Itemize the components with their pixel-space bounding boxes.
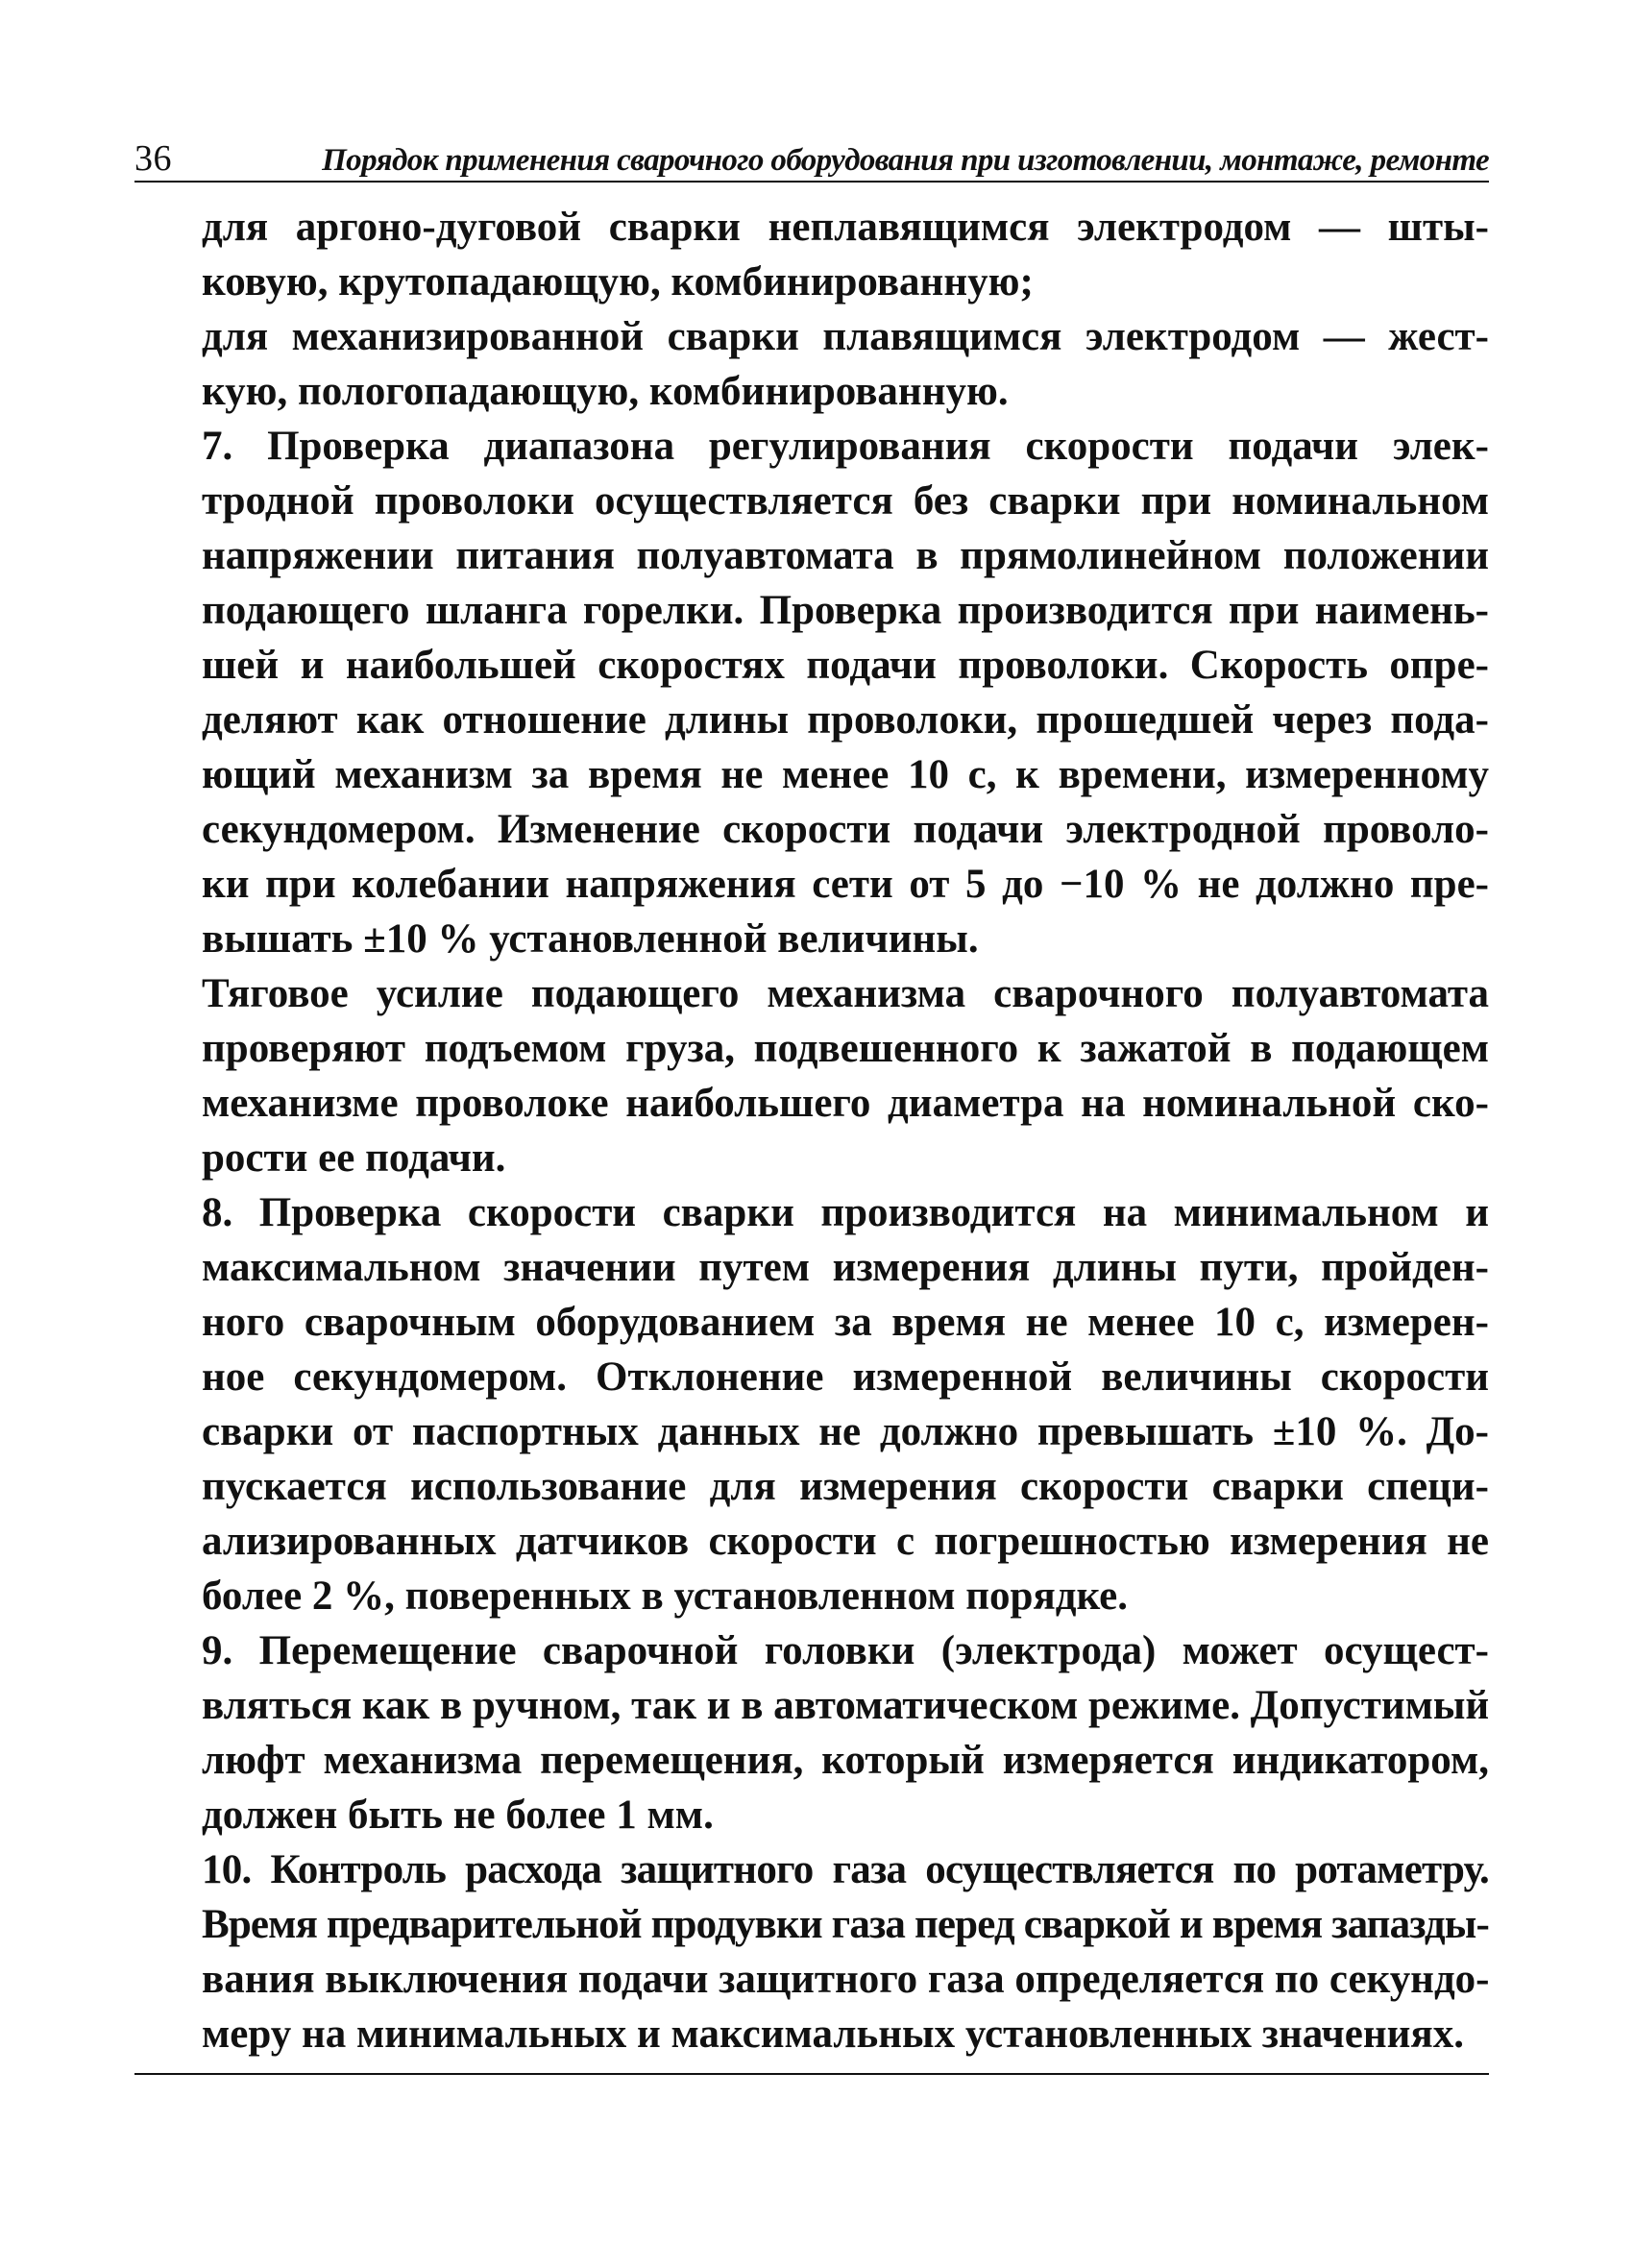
text-line: ки при колебании напряжения сети от 5 до −10 % не должно пре- [202, 862, 1489, 907]
text-line: меру на минимальных и максимальных установленных значениях. [202, 2012, 1464, 2057]
text-line: Время предварительной продувки газа перед сваркой и время запазды- [202, 1902, 1489, 1947]
text-line: ковую, крутопадающую, комбинированную; [202, 259, 1034, 305]
text-line: кую, пологопадающую, комбинированную. [202, 369, 1009, 414]
text-line: для механизированной сварки плавящимся электродом — жест- [202, 314, 1489, 359]
text-line: шей и наибольшей скоростях подачи проволоки. Скорость опре- [202, 643, 1489, 688]
text-line: механизме проволоке наибольшего диаметра на номинальной ско- [202, 1081, 1489, 1126]
text-line: максимальном значении путем измерения длины пути, пройден- [202, 1245, 1489, 1290]
text-line: тродной проволоки осуществляется без сварки при номинальном [202, 478, 1489, 524]
text-line: секундомером. Изменение скорости подачи электродной проволо- [202, 807, 1489, 852]
text-line: ющий механизм за время не менее 10 с, к времени, измеренному [202, 752, 1489, 797]
paragraph-item-7 [134, 419, 1489, 966]
text-line: должен быть не более 1 мм. [202, 1792, 714, 1838]
text-line: вания выключения подачи защитного газа определяется по секундо- [202, 1957, 1490, 2002]
text-line: пускается использование для измерения скорости сварки специ- [202, 1464, 1489, 1509]
running-title: Порядок применения сварочного оборудования при изготовлении, монтаже, ремонте [322, 143, 1489, 178]
text-line: ного сварочным оборудованием за время не менее 10 с, измерен- [202, 1300, 1489, 1345]
text-line: 9. Перемещение сварочной головки (электрода) может осущест- [202, 1628, 1489, 1673]
text-line: вляться как в ручном, так и в автоматическом режиме. Допустимый [202, 1683, 1490, 1728]
text-line: ализированных датчиков скорости с погрешностью измерения не [202, 1519, 1489, 1564]
text-line: 8. Проверка скорости сварки производится на минимальном и [202, 1190, 1489, 1235]
text-line: проверяют подъемом груза, подвешенного к зажатой в подающем [202, 1026, 1489, 1071]
paragraph-argon-welding [134, 200, 1489, 309]
body-text [134, 200, 1489, 2061]
paragraph-item-10 [134, 1842, 1489, 2061]
text-line: сварки от паспортных данных не должно превышать ±10 %. До- [202, 1409, 1489, 1454]
text-line: вышать ±10 % установленной величины. [202, 916, 979, 962]
text-line: рости ее подачи. [202, 1135, 506, 1181]
text-line: более 2 %, поверенных в установленном порядке. [202, 1573, 1129, 1619]
text-line: люфт механизма перемещения, который измеряется индикатором, [202, 1738, 1489, 1783]
bottom-rule [134, 2073, 1489, 2075]
page-number: 36 [134, 138, 172, 179]
paragraph-item-9 [134, 1623, 1489, 1842]
text-line: для аргоно-дуговой сварки неплавящимся электродом — шты- [202, 205, 1489, 250]
paragraph-item-8 [134, 1185, 1489, 1623]
text-line: деляют как отношение длины проволоки, прошедшей через пода- [202, 697, 1489, 743]
text-line: подающего шланга горелки. Проверка производится при наимень- [202, 588, 1489, 633]
text-line: 10. Контроль расхода защитного газа осуществляется по ротаметру. [202, 1847, 1489, 1892]
paragraph-mechanized-welding [134, 309, 1489, 419]
text-line: напряжении питания полуавтомата в прямолинейном положении [202, 533, 1489, 578]
text-line: 7. Проверка диапазона регулирования скорости подачи элек- [202, 424, 1489, 469]
paragraph-traction-force [134, 966, 1489, 1185]
text-line: Тяговое усилие подающего механизма сварочного полуавтомата [202, 971, 1489, 1016]
text-line: ное секундомером. Отклонение измеренной величины скорости [202, 1354, 1489, 1400]
running-header [134, 123, 1489, 183]
